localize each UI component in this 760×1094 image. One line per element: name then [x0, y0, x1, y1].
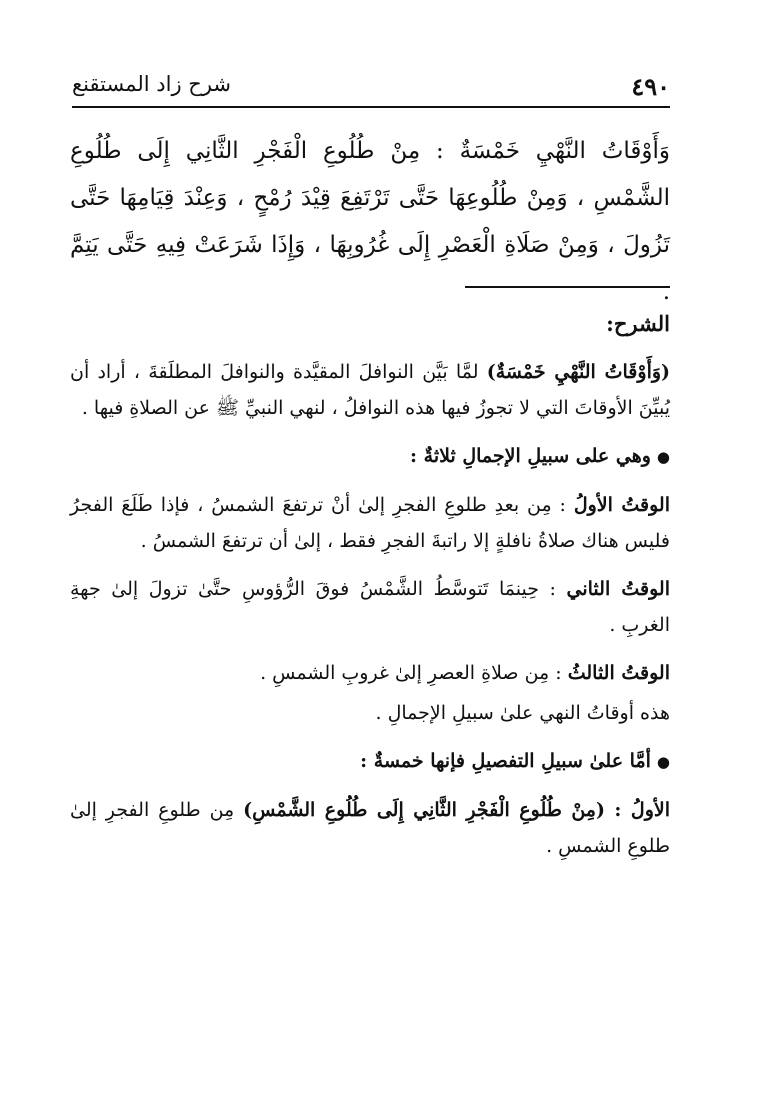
- time-one-text: : مِن بعدِ طلوعِ الفجرِ إلىٰ أنْ ترتفعَ الشمسُ ، فإذا طَلَعَ الفجرُ فليس هناك صلاةُ نافلةٍ إلا راتبةَ الفجرِ فقط ، إلىٰ أن ترتفعَ الشمسُ .: [70, 494, 670, 552]
- page-number: ٤٩٠: [631, 72, 670, 101]
- summary-line: هذه أوقاتُ النهي علىٰ سبيلِ الإجمالِ .: [375, 702, 670, 724]
- page-header: [72, 70, 670, 108]
- intro-paragraph: [70, 354, 670, 426]
- time-three-text: : مِن صلاةِ العصرِ إلىٰ غروبِ الشمسِ .: [260, 662, 568, 684]
- time-one-label: الوقتُ الأولُ: [573, 494, 670, 516]
- bullet-detail-text: أمَّا علىٰ سبيلِ التفصيلِ فإنها خمسةٌ :: [360, 750, 651, 772]
- separator-line: [465, 286, 670, 288]
- intro-text: لمَّا بَيَّن النوافلَ المقيَّدة والنوافلَ المطلَقةَ ، أراد أن يُبيِّنَ الأوقاتَ التي لا تجوزُ فيها هذه النوافلُ ، لنهي النبيِّ ﷺ عن الصلاةِ فيها .: [70, 361, 670, 419]
- book-title: شرح زاد المستقنع: [72, 72, 231, 96]
- time-two-text: : حِينمَا تَتوسَّطُ الشَّمْسُ فوقَ الرُّؤوسِ حتَّىٰ تزولَ إلىٰ جهةِ الغربِ .: [70, 578, 670, 636]
- intro-quote: (وَأَوْقَاتُ النَّهْيِ خَمْسَةٌ): [486, 361, 671, 383]
- time-three-label: الوقتُ الثالثُ: [567, 662, 670, 684]
- time-two-paragraph: [70, 571, 670, 643]
- time-three-paragraph: [70, 655, 670, 691]
- commentary-section: [70, 306, 670, 876]
- matn-text: وَأَوْقَاتُ النَّهْيِ خَمْسَةٌ : مِنْ طُلُوعِ الْفَجْرِ الثَّانِي إِلَى طُلُوعِ الشَّمْسِ ، وَمِنْ طُلُوعِهَا حَتَّى تَرْتَفِعَ قِيْدَ رُمْحٍ ، وَعِنْدَ قِيَامِهَا حَتَّى تَزُولَ ، وَمِنْ صَلَاةِ الْعَصْرِ إِلَى غُرُوبِهَا ، وَإِذَا شَرَعَتْ فِيهِ حَتَّى يَتِمَّ .: [70, 138, 670, 305]
- bullet-detail-heading: [70, 743, 670, 780]
- bullet-summary-text: وهي على سبيلِ الإجمالِ ثلاثةٌ :: [410, 445, 651, 467]
- bullet-summary-heading: [70, 438, 670, 475]
- first-detail-paragraph: [70, 792, 670, 864]
- time-two-label: الوقتُ الثاني: [566, 578, 670, 600]
- time-one-paragraph: [70, 487, 670, 559]
- bullet-icon: ●: [656, 753, 670, 771]
- commentary-label: الشرح:: [606, 311, 670, 336]
- first-detail-label: الأولُ : (مِنْ طُلُوعِ الْفَجْرِ الثَّانِي إِلَى طُلُوعِ الشَّمْسِ): [243, 799, 671, 821]
- first-detail-text: مِن طلوعِ الفجرِ إلىٰ طلوعِ الشمسِ .: [70, 799, 670, 857]
- bullet-icon: ●: [656, 448, 670, 466]
